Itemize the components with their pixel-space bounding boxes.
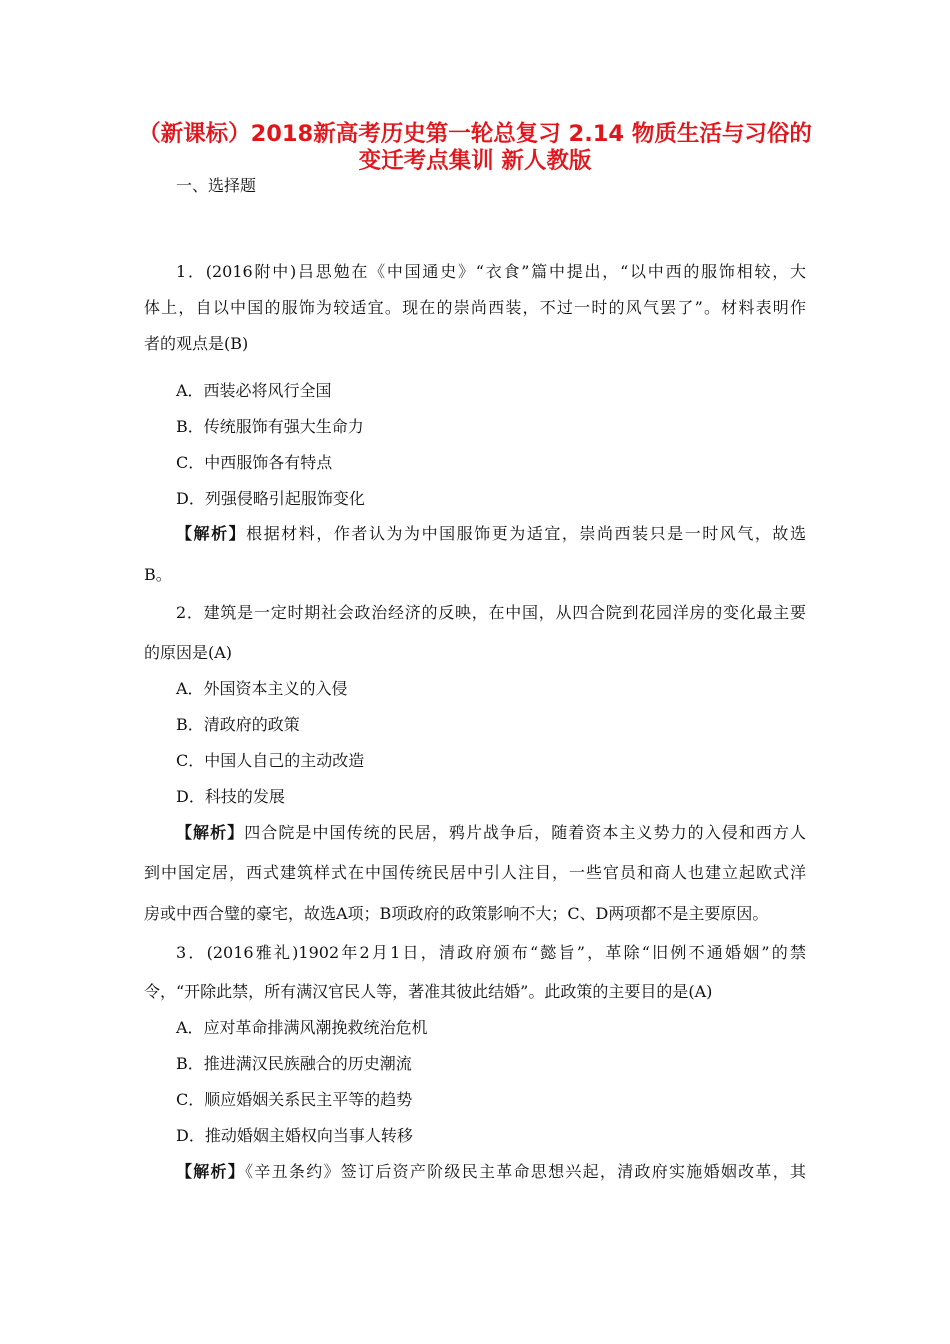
question-1-option-b: B．传统服饰有强大生命力 [176,417,364,436]
question-2-analysis-line-2: 到中国定居，西式建筑样式在中国传统民居中引人注目，一些官员和商人也建立起欧式洋 [144,863,806,882]
analysis-text: 《辛丑条约》签订后资产阶级民主革命思想兴起，清政府实施婚姻改革，其 [245,1162,806,1181]
question-2-analysis-line-1 [176,822,806,844]
question-2-stem-line-2: 的原因是(A) [144,643,233,662]
question-2-option-d: D．科技的发展 [176,787,285,806]
question-3-option-d: D．推动婚姻主婚权向当事人转移 [176,1126,413,1145]
question-1-stem-line-2: 体上，自以中国的服饰为较适宜。现在的崇尚西装，不过一时的风气罢了”。材料表明作 [144,298,806,317]
question-2-option-a: A．外国资本主义的入侵 [176,679,348,698]
question-3-option-c: C．顺应婚姻关系民主平等的趋势 [176,1090,413,1109]
question-3-analysis-line-1 [176,1161,806,1183]
question-2-option-c: C．中国人自己的主动改造 [176,751,365,770]
analysis-tag: 【解析】 [176,823,245,842]
question-3-option-a: A．应对革命排满风潮挽救统治危机 [176,1018,428,1037]
document-title-line-1: （新课标）2018新高考历史第一轮总复习 2.14 物质生活与习俗的 [138,121,812,147]
question-2-option-b: B．清政府的政策 [176,715,300,734]
analysis-tag: 【解析】 [176,1162,246,1181]
question-3-stem-line-2: 令，“开除此禁，所有满汉官民人等，著准其彼此结婚”。此政策的主要目的是(A) [144,982,713,1001]
analysis-tag: 【解析】 [176,524,247,543]
question-3-option-b: B．推进满汉民族融合的历史潮流 [176,1054,412,1073]
question-1-stem-line-3: 者的观点是(B) [144,334,249,353]
question-2-stem-line-1: 2．建筑是一定时期社会政治经济的反映，在中国，从四合院到花园洋房的变化最主要 [176,603,806,622]
analysis-text: 四合院是中国传统的民居，鸦片战争后，随着资本主义势力的入侵和西方人 [244,823,806,842]
document-title-line-2: 变迁考点集训 新人教版 [358,148,592,174]
question-1-stem-line-1: 1．(2016附中)吕思勉在《中国通史》“衣食”篇中提出，“以中西的服饰相较，大 [176,262,806,281]
analysis-text: 根据材料，作者认为为中国服饰更为适宜，崇尚西装只是一时风气，故选 [246,524,806,543]
question-1-option-d: D．列强侵略引起服饰变化 [176,489,365,508]
question-1-analysis-line-2: B。 [144,565,172,584]
question-3-stem-line-1: 3．(2016雅礼)1902年2月1日，清政府颁布“懿旨”，革除“旧例不通婚姻”的禁 [176,943,806,962]
question-2-analysis-line-3: 房或中西合璧的豪宅，故选A项；B项政府的政策影响不大；C、D两项都不是主要原因。 [144,904,769,923]
question-1-analysis-line-1 [176,523,806,545]
question-1-option-a: A．西装必将风行全国 [176,381,332,400]
section-heading: 一、选择题 [176,176,257,195]
question-1-option-c: C．中西服饰各有特点 [176,453,333,472]
